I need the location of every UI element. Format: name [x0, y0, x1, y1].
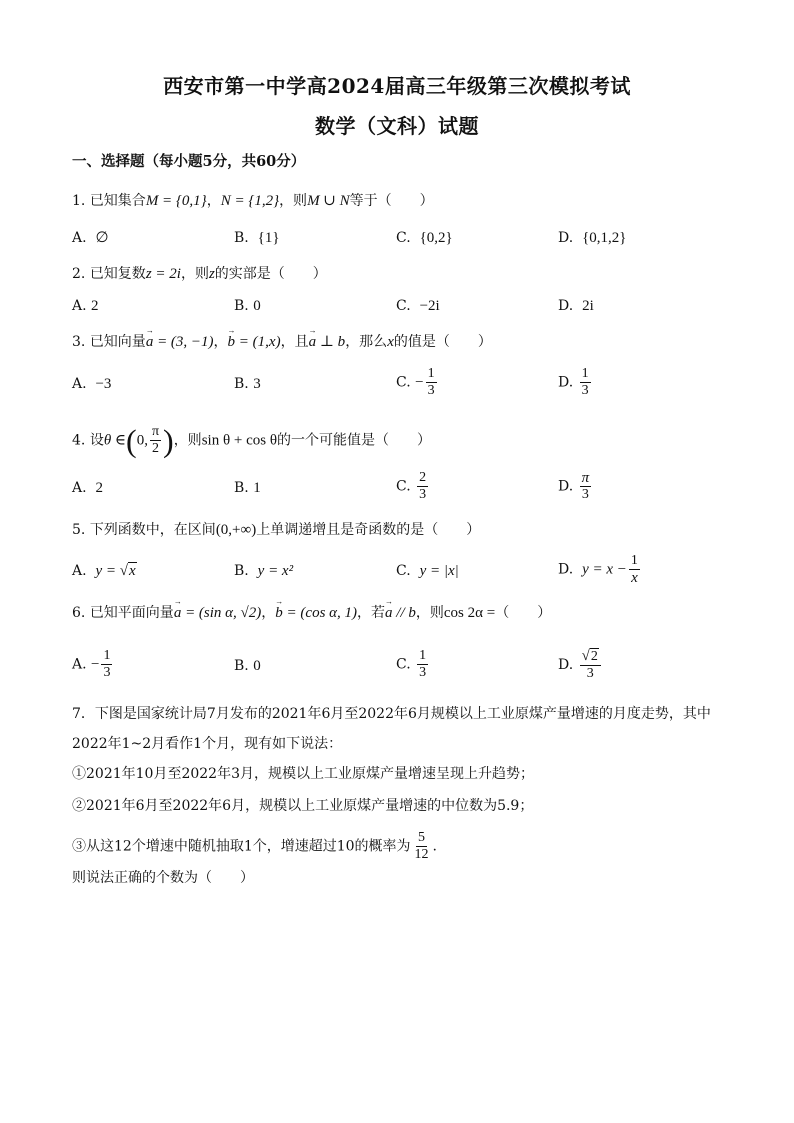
option-a: A. − $\frac{1}{3}$	[72, 648, 111, 680]
question-number: 2.	[72, 266, 86, 282]
question-text: ，则	[279, 193, 308, 209]
question-text: ，那么	[345, 334, 388, 350]
option-d: D. {0,1,2}	[558, 230, 627, 246]
exam-subtitle: 数学（文科）试题	[315, 114, 479, 138]
question-4	[72, 424, 431, 457]
question-7-line-2: 2022年1~2月看作1个月，现有如下说法：	[72, 736, 343, 752]
option-c: C. $\frac{2}{3}$	[396, 470, 427, 502]
fraction: $\frac{\pi}{2}$	[151, 424, 160, 456]
question-3	[72, 332, 492, 352]
question-text: 已知平面向量	[89, 605, 174, 621]
question-text: ，则	[180, 266, 209, 282]
option-b: B. 3	[234, 376, 261, 392]
option-b: B. y = x²	[234, 563, 294, 579]
question-text: 的值是（ ）	[393, 334, 492, 350]
option-a: A. 2	[72, 298, 99, 314]
question-2	[72, 264, 327, 284]
option-c: C. $\frac{1}{3}$	[396, 648, 427, 680]
separator: ，	[213, 334, 228, 350]
math-expr: z	[208, 266, 215, 282]
question-text: ，若	[357, 605, 386, 621]
option-c: C. {0,2}	[396, 230, 453, 246]
option-a: A. ∅	[72, 230, 109, 246]
option-d: D. $\frac{√2}{3}$	[558, 648, 603, 682]
question-text: 等于（ ）	[349, 193, 434, 209]
option-c: C. y = |x|	[396, 563, 459, 579]
question-text: 已知向量	[89, 334, 146, 350]
question-number: 1.	[72, 193, 86, 209]
question-text: ，则	[173, 432, 202, 449]
question-text: 设	[89, 432, 104, 449]
question-text: ，则	[415, 605, 444, 621]
fraction: $\frac{5}{12}$	[414, 830, 429, 862]
option-a: A. y = √x	[72, 563, 136, 579]
question-1	[72, 191, 434, 211]
math-expr: → a // b	[385, 603, 416, 623]
math-expr: z = 2i	[145, 266, 181, 282]
question-text: 上单调递增且是奇函数的是（ ）	[256, 522, 481, 538]
fraction: $\frac{√2}{3}$	[580, 648, 601, 682]
question-text: ，且	[280, 334, 309, 350]
math-expr: x	[387, 334, 394, 350]
statement-text: ③从这12个增速中随机抽取1个，增速超过10的概率为	[72, 838, 411, 855]
statement-2: ②2021年6月至2022年6月，规模以上工业原煤产量增速的中位数为5.9；	[72, 798, 534, 814]
question-6	[72, 603, 551, 623]
statement-1: ①2021年10月至2022年3月，规模以上工业原煤产量增速呈现上升趋势；	[72, 766, 534, 782]
option-b: B. 0	[234, 298, 261, 314]
option-b: B. 0	[234, 658, 261, 674]
option-a: A. 2	[72, 480, 103, 496]
math-expr: M ∪ N	[307, 193, 350, 209]
fraction: $\frac{1}{x}$	[630, 553, 638, 586]
math-expr: cos 2α =	[443, 605, 496, 621]
math-expr: → a ⊥ b	[309, 332, 346, 352]
question-number: 6.	[72, 605, 86, 621]
math-expr: sin θ + cos θ	[201, 432, 278, 449]
fraction: $\frac{1}{3}$	[103, 648, 111, 680]
option-d: D. $\frac{\pi}{3}$	[558, 470, 590, 502]
option-d: D. y = x − $\frac{1}{x}$	[558, 553, 638, 586]
vector-expr: → a = (3, −1)	[146, 332, 214, 352]
fraction: $\frac{1}{3}$	[419, 648, 427, 680]
option-d: D. $\frac{1}{3}$	[558, 366, 589, 398]
question-number: 3.	[72, 334, 86, 350]
fraction: $\frac{1}{3}$	[427, 366, 435, 398]
question-number: 5.	[72, 522, 86, 538]
math-expr: M = {0,1}	[145, 193, 207, 209]
question-7-prompt: 则说法正确的个数为（ ）	[72, 870, 254, 886]
option-d: D. 2i	[558, 298, 594, 314]
vector-expr: → a = (sin α, √2)	[174, 603, 261, 623]
fraction: $\frac{\pi}{3}$	[581, 470, 590, 502]
question-text: 下列函数中，在区间	[89, 522, 216, 538]
section-heading: 一、选择题（每小题5分，共60分）	[72, 153, 306, 170]
option-b: B. 1	[234, 480, 261, 496]
question-7-line-1: 7．下图是国家统计局7月发布的2021年6月至2022年6月规模以上工业原煤产量增速的月度走势，其中	[72, 706, 711, 722]
math-expr: (0,+∞)	[215, 522, 257, 538]
statement-3	[72, 830, 437, 863]
math-expr: N = {1,2}	[220, 193, 280, 209]
question-number: 4.	[72, 432, 86, 449]
option-c: C. − $\frac{1}{3}$	[396, 366, 435, 398]
question-text: 已知复数	[89, 266, 146, 282]
paren-left: (	[126, 422, 137, 459]
option-b: B. {1}	[234, 230, 280, 246]
paren-right: )	[163, 422, 174, 459]
question-text: （ ）	[495, 605, 552, 621]
option-c: C. −2i	[396, 298, 440, 314]
question-text: 已知集合	[89, 193, 146, 209]
separator: ，	[206, 193, 221, 209]
period: .	[432, 838, 437, 855]
question-text: 的实部是（ ）	[214, 266, 327, 282]
vector-expr: → b = (1,x)	[228, 332, 281, 352]
math-expr: θ ∈	[103, 432, 127, 449]
option-a: A. −3	[72, 376, 112, 392]
question-5	[72, 520, 480, 540]
math-expr: 0,	[136, 432, 148, 449]
vector-expr: → b = (cos α, 1)	[275, 603, 357, 623]
fraction: $\frac{2}{3}$	[419, 470, 427, 502]
question-text: 的一个可能值是（ ）	[277, 432, 432, 449]
fraction: $\frac{1}{3}$	[581, 366, 589, 398]
exam-title: 西安市第一中学高2024届高三年级第三次模拟考试	[163, 74, 631, 98]
separator: ，	[261, 605, 276, 621]
